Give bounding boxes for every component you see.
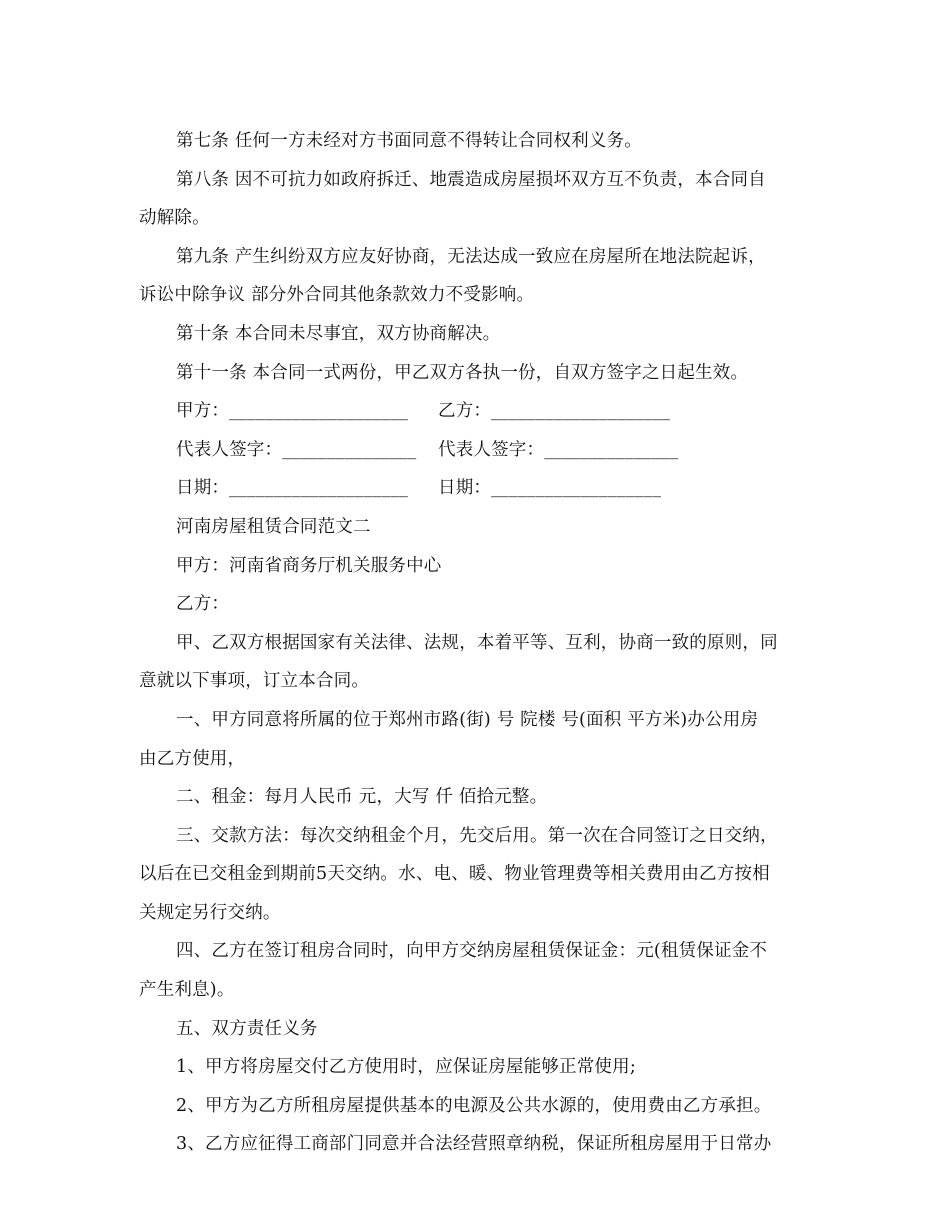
paragraph-line: 三、交款方法：每次交纳租金个月，先交后用。第一次在合同签订之日交纳，	[176, 825, 778, 846]
paragraph-line: 以后在已交租金到期前5天交纳。水、电、暖、物业管理费等相关费用由乙方按相	[139, 864, 770, 885]
paragraph-line: 四、乙方在签订租房合同时，向甲方交纳房屋租赁保证金：元(租赁保证金不	[176, 941, 768, 962]
paragraph-line: 第十条 本合同未尽事宜，双方协商解决。	[176, 323, 501, 344]
paragraph-line: 第九条 产生纠纷双方应友好协商，无法达成一致应在房屋所在地法院起诉，	[176, 246, 766, 267]
paragraph-line: 诉讼中除争议 部分外合同其他条款效力不受影响。	[139, 285, 535, 306]
party-a-signature-field: 甲方：____________________	[176, 401, 409, 422]
party-b-signature-field: 乙方：____________________	[438, 401, 671, 422]
paragraph-line: 关规定另行交纳。	[139, 902, 281, 923]
section-heading: 五、双方责任义务	[176, 1018, 318, 1039]
list-item: 2、甲方为乙方所租房屋提供基本的电源及公共水源的，使用费由乙方承担。	[176, 1095, 772, 1116]
paragraph-line: 甲、乙双方根据国家有关法律、法规，本着平等、互利，协商一致的原则，同	[176, 632, 778, 653]
signature-row-representative	[139, 431, 809, 470]
section-title: 河南房屋租赁合同范文二	[176, 516, 371, 537]
paragraph-line: 产生利息)。	[139, 980, 235, 1001]
paragraph-line: 二、租金：每月人民币 元，大写 仟 佰拾元整。	[176, 787, 548, 808]
paragraph-line: 动解除。	[139, 208, 210, 229]
paragraph-line: 由乙方使用，	[139, 748, 246, 769]
document-body	[139, 122, 809, 1164]
list-item: 3、乙方应征得工商部门同意并合法经营照章纳税，保证所租房屋用于日常办	[176, 1134, 772, 1155]
signature-row-date	[139, 469, 809, 508]
party-a-representative-field: 代表人签字：_______________	[176, 439, 417, 460]
paragraph-line: 乙方：	[176, 594, 230, 615]
paragraph-line: 第十一条 本合同一式两份，甲乙双方各执一份，自双方签字之日起生效。	[176, 362, 749, 383]
signature-row-party	[139, 392, 809, 431]
list-item: 1、甲方将房屋交付乙方使用时，应保证房屋能够正常使用;	[176, 1057, 636, 1078]
paragraph-line: 意就以下事项，订立本合同。	[139, 671, 370, 692]
paragraph-line: 第八条 因不可抗力如政府拆迁、地震造成房屋损坏双方互不负责，本合同自	[176, 169, 766, 190]
paragraph-line: 第七条 任何一方未经对方书面同意不得转让合同权利义务。	[176, 131, 642, 151]
paragraph-line: 甲方：河南省商务厅机关服务中心	[176, 555, 442, 576]
party-a-date-field: 日期：____________________	[176, 478, 409, 499]
paragraph-line: 一、甲方同意将所属的位于郑州市路(街) 号 院楼 号(面积 平方米)办公用房	[176, 709, 759, 730]
party-b-date-field: 日期：___________________	[438, 478, 662, 499]
party-b-representative-field: 代表人签字：_______________	[438, 439, 679, 460]
